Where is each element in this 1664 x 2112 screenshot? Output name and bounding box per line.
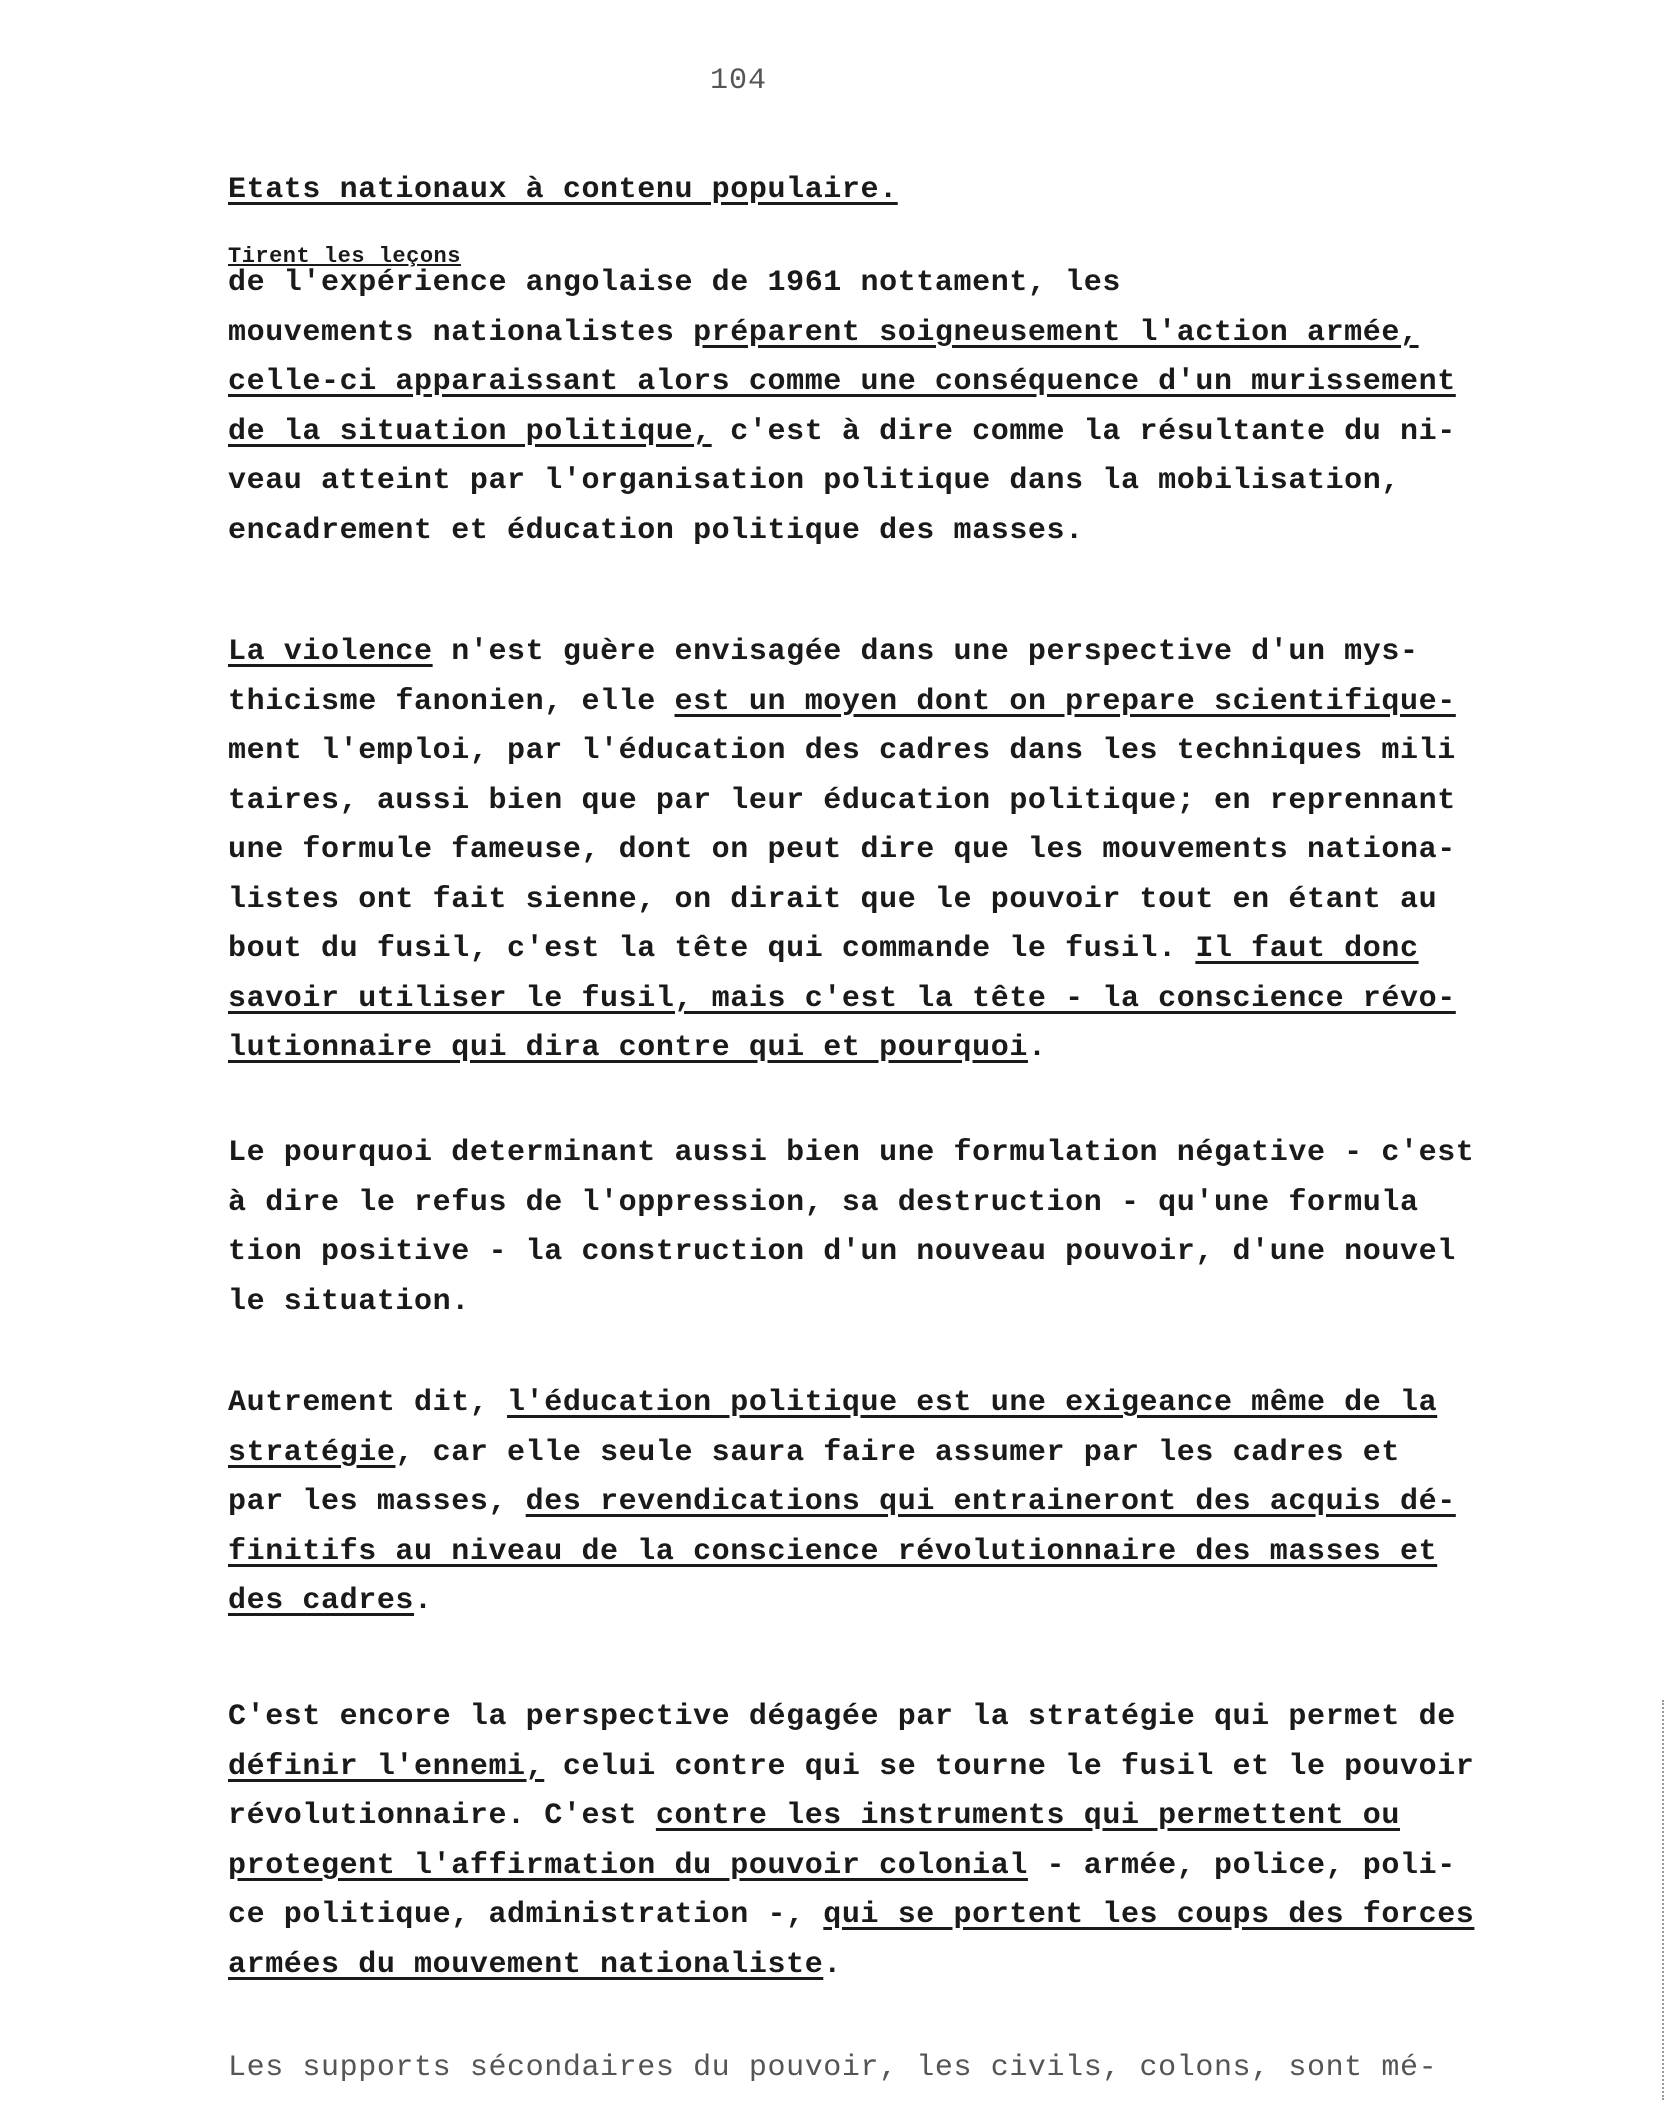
scan-edge-artifact	[1642, 1700, 1664, 2100]
text-line	[228, 1028, 1578, 1068]
underlined-text: de la situation politique,	[228, 414, 712, 449]
text-segment: révolutionnaire. C'est	[228, 1799, 656, 1833]
section-title: Etats nationaux à contenu populaire.	[228, 173, 898, 207]
underlined-text: La violence	[228, 635, 433, 669]
text-line	[228, 1895, 1578, 1935]
text-segment: ment l'emploi, par l'éducation des cadres dans les techniques mili	[228, 734, 1456, 768]
text-line	[228, 929, 1578, 969]
text-line	[228, 1133, 1578, 1173]
text-segment: .	[823, 1947, 842, 1982]
text-segment: par les masses,	[228, 1485, 526, 1519]
text-line	[228, 2048, 1578, 2088]
underlined-text: qui se portent les coups des forces	[823, 1898, 1475, 1932]
text-line	[228, 1747, 1578, 1787]
text-segment: une formule fameuse, dont on peut dire que les mouvements nationa-	[228, 833, 1456, 867]
text-segment: Le pourquoi determinant aussi bien une formulation négative - c'est	[228, 1136, 1475, 1170]
text-line	[228, 1796, 1578, 1836]
underlined-text: des cadres	[228, 1584, 415, 1618]
text-line	[228, 313, 1578, 353]
underlined-text: définir l'ennemi,	[228, 1749, 545, 1784]
text-segment: tion positive - la construction d'un nouveau pouvoir, d'une nouvel	[228, 1235, 1456, 1269]
text-line	[228, 1232, 1578, 1272]
text-segment: celui contre qui se tourne le fusil et le pouvoir	[544, 1749, 1475, 1784]
text-segment: Les supports sécondaires du pouvoir, les civils, colons, sont mé-	[228, 2051, 1438, 2085]
text-line	[228, 1532, 1578, 1572]
underlined-text: des revendications qui entraineront des acquis dé-	[525, 1485, 1456, 1519]
text-segment: à dire le refus de l'oppression, sa destruction - qu'une formula	[228, 1185, 1419, 1220]
text-segment: .	[414, 1584, 433, 1618]
scan-smudge	[0, 0, 150, 20]
text-segment: listes ont fait sienne, on dirait que le pouvoir tout en étant au	[228, 882, 1438, 917]
underlined-text: l'éducation politique est une exigeance même de la	[507, 1386, 1438, 1420]
text-line	[228, 461, 1578, 501]
page-number: 104	[710, 64, 768, 98]
text-segment: - armée, police, poli-	[1027, 1848, 1456, 1883]
underlined-text: lutionnaire qui dira contre qui et pourquoi	[228, 1031, 1028, 1065]
text-segment: mouvements nationalistes	[228, 315, 694, 350]
underlined-text: savoir utiliser le fusil, mais c'est la tête - la conscience révo-	[228, 981, 1456, 1016]
text-segment: thicisme fanonien, elle	[228, 684, 675, 719]
text-segment: ce politique, administration -,	[228, 1898, 824, 1932]
text-line	[228, 1697, 1578, 1737]
text-line	[228, 1282, 1578, 1322]
text-segment: c'est à dire comme la résultante du ni-	[711, 414, 1456, 449]
text-segment: n'est guère envisagée dans une perspective d'un mys-	[432, 635, 1419, 669]
text-line	[228, 632, 1578, 672]
text-line	[228, 412, 1578, 452]
text-line	[228, 1945, 1578, 1985]
underlined-text: finitifs au niveau de la conscience révolutionnaire des masses et	[228, 1534, 1438, 1569]
text-segment: encadrement et éducation politique des masses.	[228, 513, 1084, 548]
text-segment: Autrement dit,	[228, 1386, 508, 1420]
underlined-text: est un moyen dont on prepare scientifique-	[674, 684, 1456, 719]
text-line	[228, 682, 1578, 722]
text-segment: taires, aussi bien que par leur éducation politique; en reprennant	[228, 783, 1456, 818]
underlined-text: protegent l'affirmation du pouvoir colonial	[228, 1848, 1028, 1883]
text-line	[228, 1383, 1578, 1423]
underlined-text: contre les instruments qui permettent ou	[655, 1799, 1400, 1833]
text-line	[228, 781, 1578, 821]
text-segment: de l'expérience angolaise de 1961 nottament, les	[228, 266, 1121, 300]
text-line	[228, 830, 1578, 870]
handwritten-correction: Tirent les leçons	[228, 244, 461, 269]
text-line	[228, 731, 1578, 771]
text-line	[228, 1482, 1578, 1522]
text-line	[228, 880, 1578, 920]
text-line	[228, 362, 1578, 402]
text-line	[228, 1846, 1578, 1886]
underlined-text: préparent soigneusement l'action armée,	[693, 315, 1419, 350]
text-segment: C'est encore la perspective dégagée par la stratégie qui permet de	[228, 1700, 1456, 1734]
text-line	[228, 979, 1578, 1019]
text-line	[228, 1433, 1578, 1473]
text-segment: bout du fusil, c'est la tête qui commande le fusil.	[228, 932, 1196, 966]
underlined-text: armées du mouvement nationaliste	[228, 1947, 824, 1982]
text-line	[228, 511, 1578, 551]
text-segment: , car elle seule saura faire assumer par les cadres et	[395, 1435, 1400, 1470]
underlined-text: celle-ci apparaissant alors comme une conséquence d'un murissement	[228, 365, 1456, 399]
text-line	[228, 1183, 1578, 1223]
text-segment: veau atteint par l'organisation politique dans la mobilisation,	[228, 464, 1400, 498]
underlined-text: stratégie	[228, 1435, 396, 1470]
text-segment: .	[1027, 1031, 1047, 1065]
text-segment: le situation.	[228, 1284, 470, 1319]
text-line	[228, 1581, 1578, 1621]
text-line	[228, 263, 1578, 303]
underlined-text: Il faut donc	[1195, 932, 1419, 966]
